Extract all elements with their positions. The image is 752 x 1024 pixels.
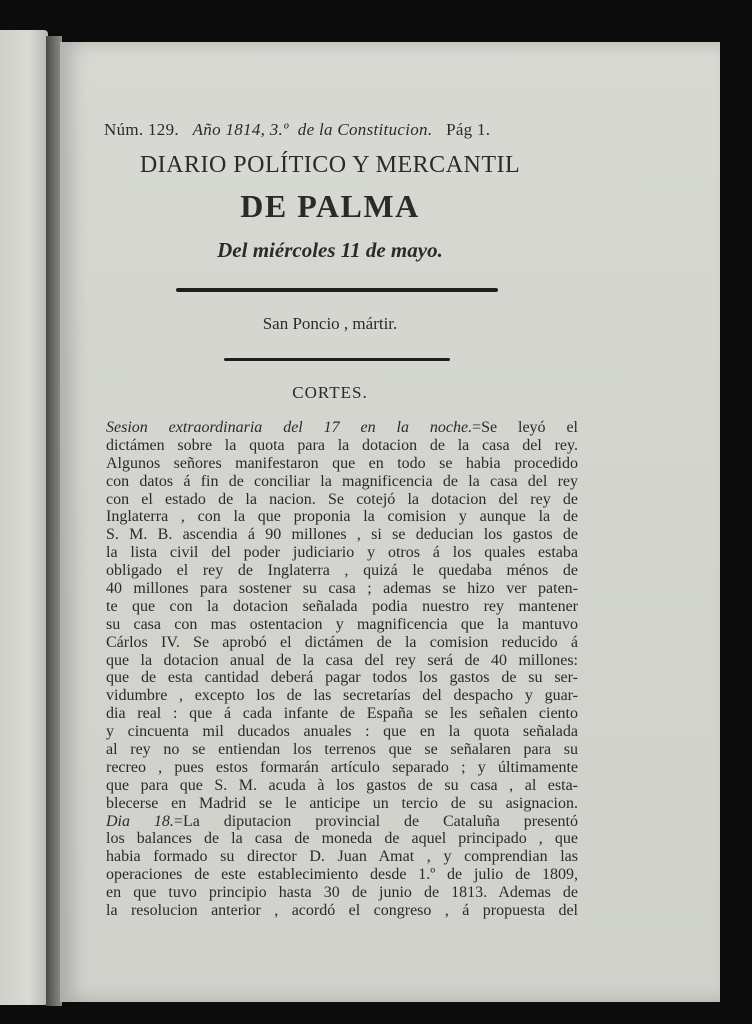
article-line: blecerse en Madrid se le anticipe un tercio de su asignacion.	[106, 794, 578, 812]
article-line: recreo , pues estos formarán artículo separado ; y últimamente	[106, 758, 578, 776]
article-line: que la dotacion anual de la casa del rey será de 40 millones:	[106, 651, 578, 669]
article-line: Dia 18.=La diputacion provincial de Cataluña presentó	[106, 812, 578, 830]
article-line: al rey no se entiendan los terrenos que se señalaren para su	[106, 741, 578, 759]
masthead-title-line1: DIARIO POLÍTICO Y MERCANTIL	[139, 152, 521, 178]
article-line: que para que S. M. acuda à los gastos de su casa , al esta-	[106, 776, 578, 794]
article-body	[106, 419, 578, 920]
article-line: Cárlos IV. Se aprobó el dictámen de la comision reducido á	[106, 633, 578, 651]
issue-page: Pág 1.	[446, 120, 491, 139]
article-line: los balances de la casa de moneda de aquel principado , que	[106, 830, 578, 848]
divider-rule-bottom	[224, 358, 450, 361]
article-line: obligado el rey de Inglaterra , quizá le quedaba ménos de	[106, 562, 578, 580]
section-heading: CORTES.	[292, 383, 368, 402]
newspaper-page	[60, 42, 720, 1002]
facing-page-edge	[0, 30, 48, 1005]
article-line: 40 millones para sostener su casa ; ademas se hizo ver paten-	[106, 580, 578, 598]
article-line: su casa con mas ostentacion y magnificencia que la mantuvo	[106, 615, 578, 633]
article-line: con datos á fin de conciliar la magnificencia de la casa del rey	[106, 472, 578, 490]
issue-date: Del miércoles 11 de mayo.	[217, 238, 443, 262]
article-line: S. M. B. ascendia á 90 millones , si se deducian los gastos de	[106, 526, 578, 544]
masthead-title-line2: DE PALMA	[240, 188, 420, 224]
article-line: que de esta cantidad deberá pagar todos los gastos de su ser-	[106, 669, 578, 687]
article-line: y cincuenta mil ducados anuales : que en la quota señalada	[106, 723, 578, 741]
article-line: operaciones de este establecimiento desde 1.º de julio de 1809,	[106, 866, 578, 884]
issue-header	[104, 120, 574, 140]
article-line: dia real : que á cada infante de España se les señalen ciento	[106, 705, 578, 723]
divider-rule-top	[176, 288, 498, 292]
article-line: en que tuvo principio hasta 30 de junio de 1813. Ademas de	[106, 884, 578, 902]
article-line: la resolucion anterior , acordó el congreso , á propuesta del	[106, 902, 578, 920]
article-lead-italic: Sesion extraordinaria del 17 en la noche.	[106, 419, 473, 436]
article-line: Sesion extraordinaria del 17 en la noche.=Se leyó el	[106, 419, 578, 436]
article-line: la lista civil del poder judiciario y otros á los quales estaba	[106, 544, 578, 562]
article-line: vidumbre , excepto los de las secretarías del despacho y guar-	[106, 687, 578, 705]
article-line: con el estado de la nacion. Se cotejó la dotacion del rey de	[106, 490, 578, 508]
article-line: habia formado su director D. Juan Amat , y comprendian las	[106, 848, 578, 866]
issue-year: Año 1814, 3.º	[192, 120, 289, 139]
issue-constitution: de la Constitucion.	[297, 120, 433, 139]
article-lead-italic: Dia 18.	[106, 812, 174, 830]
article-line: Inglaterra , con la que proponia la comision y aunque la de	[106, 508, 578, 526]
saint-of-day: San Poncio , mártir.	[262, 314, 398, 333]
article-line: te que con la dotacion señalada podia nuestro rey mantener	[106, 597, 578, 615]
article-line: dictámen sobre la quota para la dotacion de la casa del rey.	[106, 436, 578, 454]
issue-number: Núm. 129.	[104, 120, 179, 139]
article-line: Algunos señores manifestaron que en todo se habia procedido	[106, 454, 578, 472]
